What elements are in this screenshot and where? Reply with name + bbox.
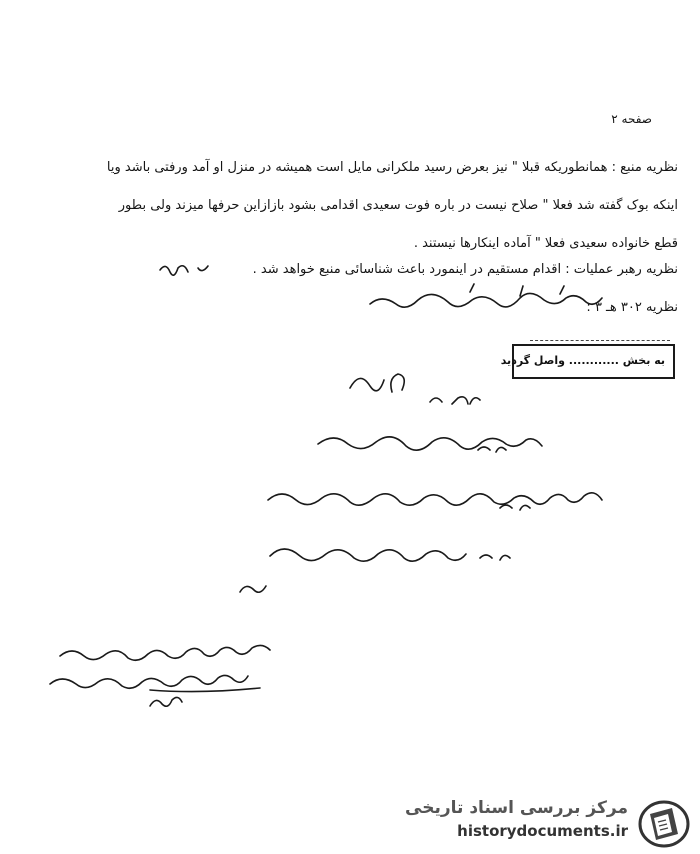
handwritten-line-4 [270, 549, 510, 561]
handwritten-line-1 [350, 374, 480, 404]
source-opinion-line-1: نظریه منبع : همانطوریکه قبلا " نیز بعرض رسید ملکرانی مایل است همیشه در منزل او آمد ورفتی باشد ویا [106, 160, 678, 175]
operations-leader-opinion: نظریه رهبر عملیات : اقدام مستقیم در اینمورد باعث شناسائی منبع خواهد شد . [252, 262, 678, 277]
handwritten-section-note [370, 293, 602, 307]
stamp-top-rule [530, 340, 670, 341]
watermark-title: مرکز بررسی اسناد تاریخی [405, 798, 628, 818]
receipt-stamp [500, 344, 675, 379]
stamp-text: به بخش ............ واصل گردید [500, 354, 665, 367]
watermark-url: historydocuments.ir [457, 822, 628, 840]
source-opinion-line-3: قطع خانواده سعیدی فعلا " آماده اینکارها نیستند . [413, 236, 678, 251]
source-opinion-line-2: اینکه بوک گفته شد فعلا " صلاح نیست در باره فوت سعیدی اقدامی بشود بازازاین حرفها میزند ولی بطور [118, 198, 678, 213]
handwritten-line-5 [240, 586, 266, 592]
watermark [405, 796, 700, 854]
handwritten-bottom-3 [150, 697, 182, 706]
handwritten-bottom-1 [60, 645, 270, 660]
page-number: صفحه ۲ [611, 112, 652, 126]
section-opinion-label: نظریه ۳۰۲ هـ ۳ : [586, 300, 678, 315]
archive-logo-icon [636, 798, 692, 850]
handwritten-line-2 [318, 437, 542, 452]
handwritten-bottom-2 [50, 675, 248, 688]
handwritten-line-3 [268, 493, 602, 510]
handwritten-mark [160, 266, 208, 275]
